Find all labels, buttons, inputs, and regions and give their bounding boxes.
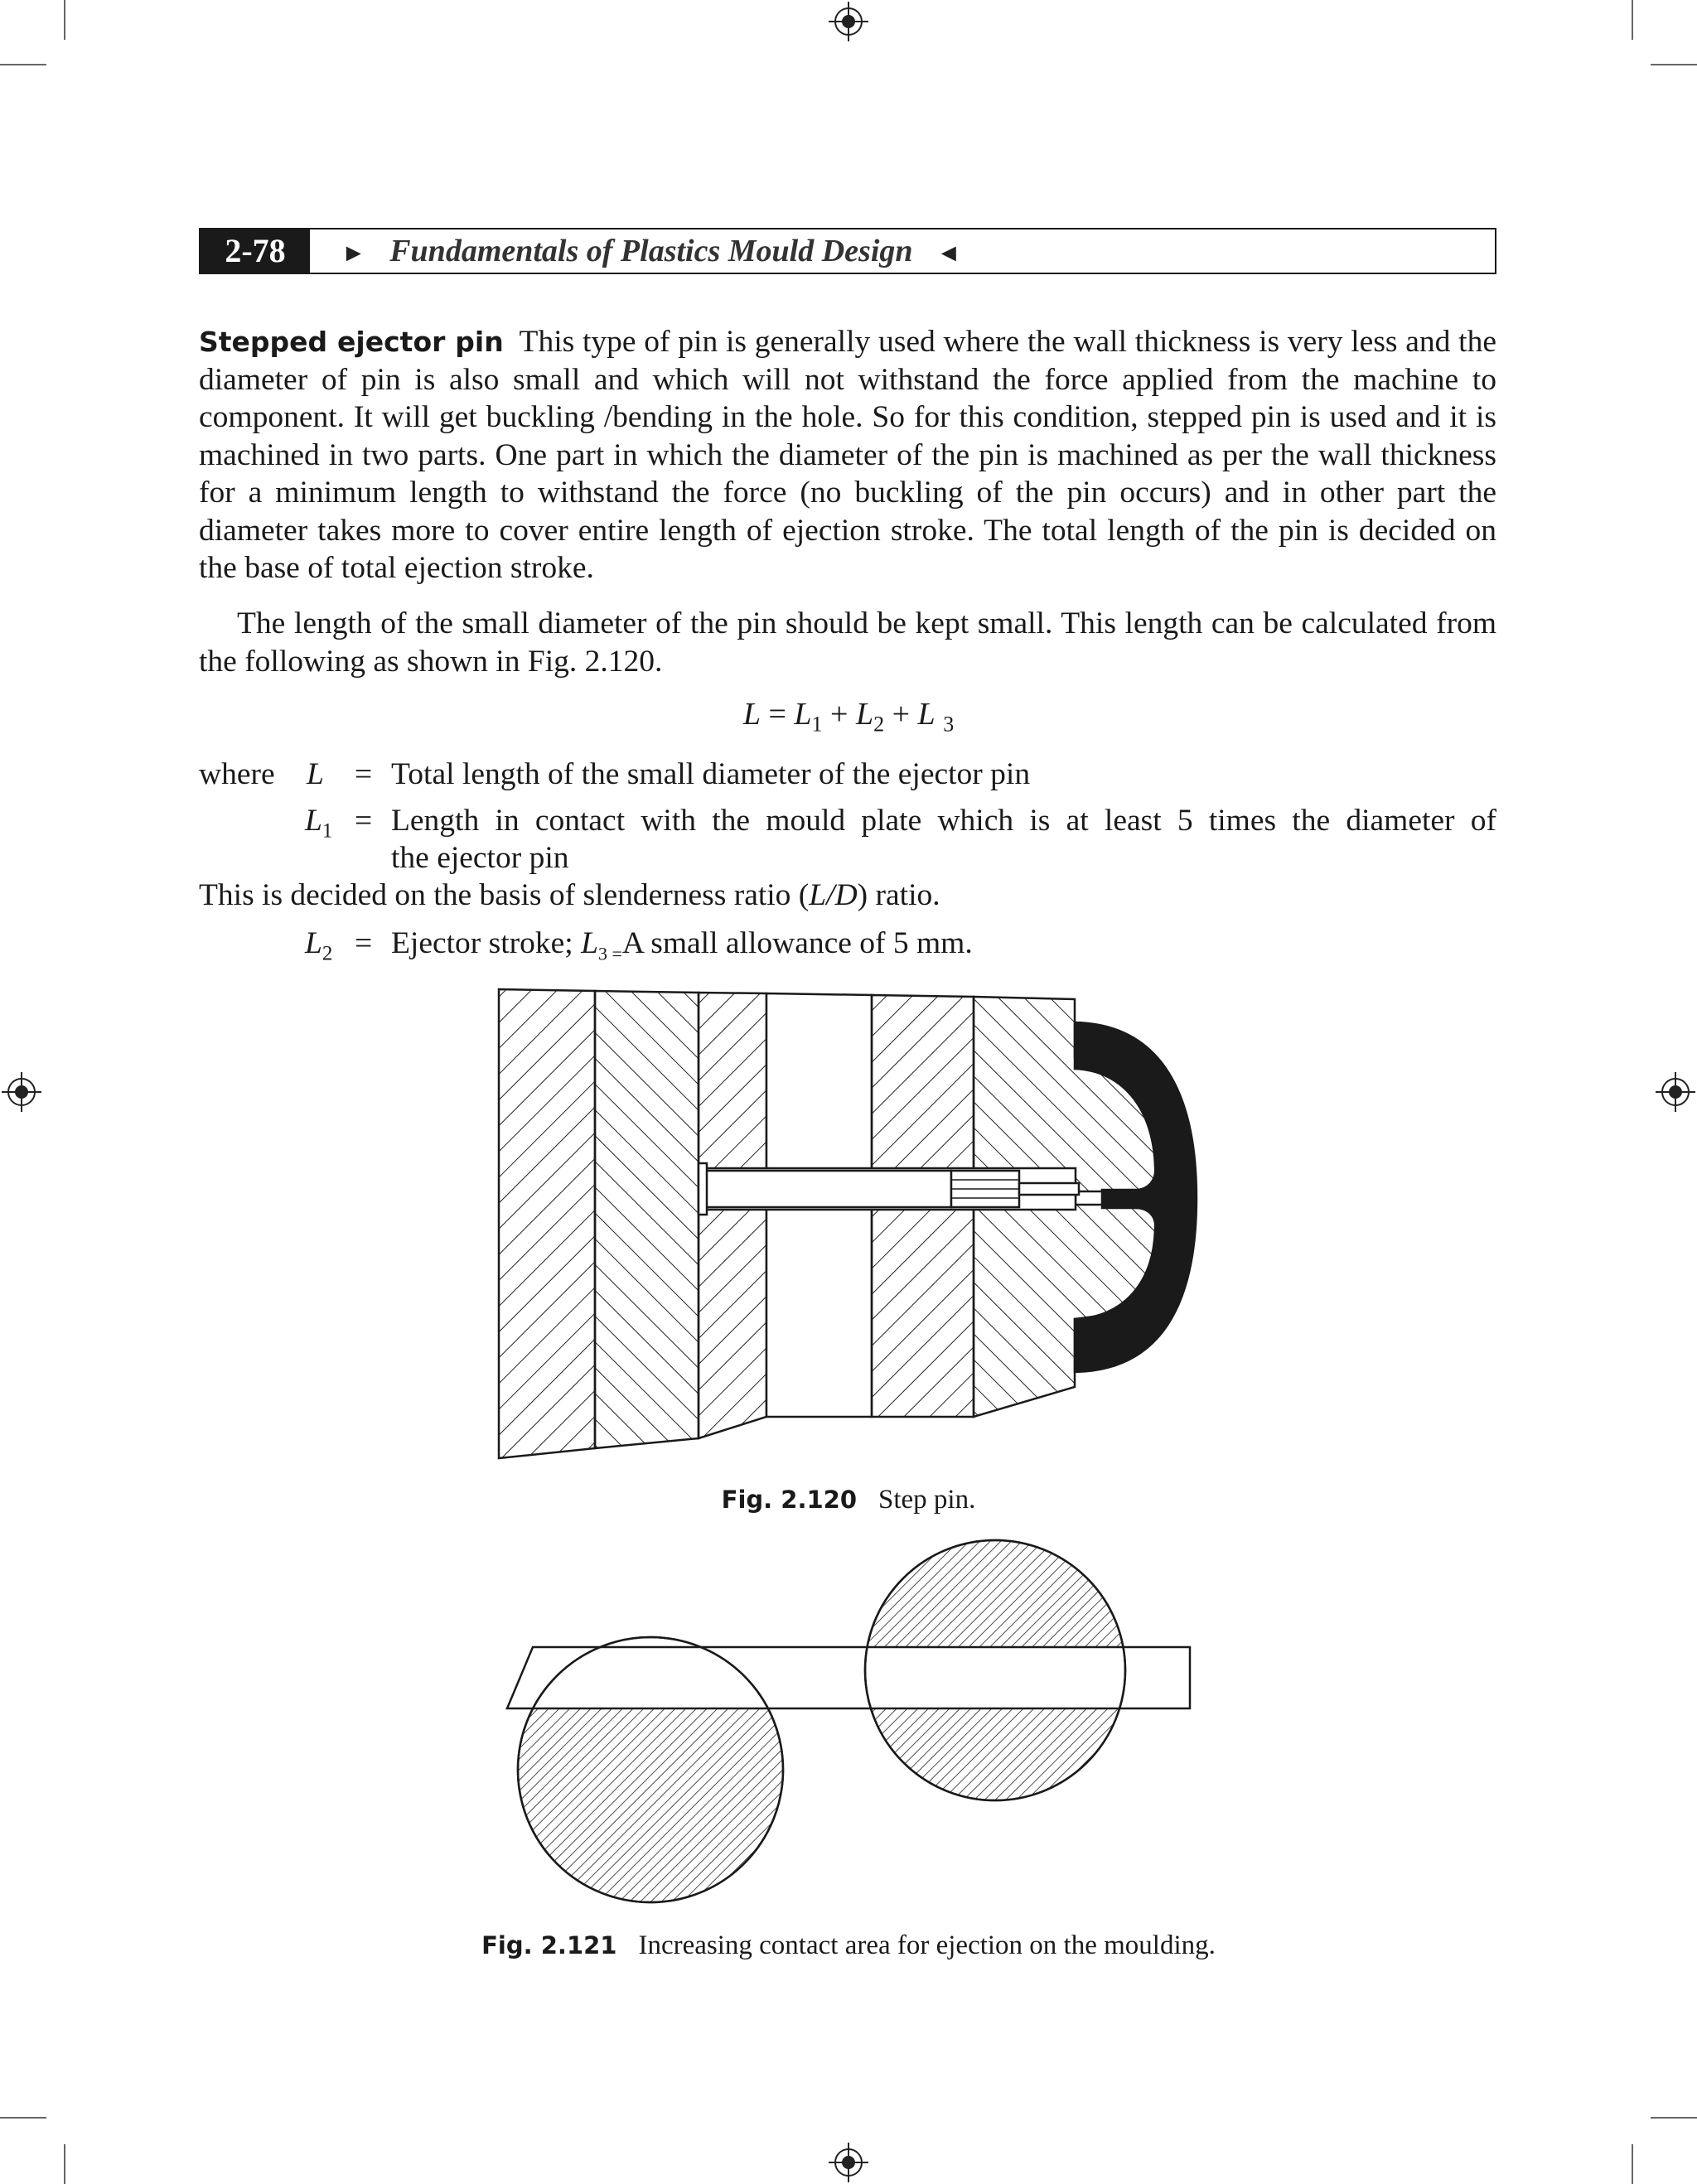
paragraph-1-text: This type of pin is generally used where the wall thickness is very less and the diameter of pin is also small and which will not withstand the force applied from the machine to component. It will get buckling /bending in the hole. So for this condition, stepped pin is used and it is machined in two parts. One part in which the diameter of the pin is machined as per the wall thickness for a minimum length to withstand the force (no buckling of the pin occurs) and in other part the diameter takes more to cover entire length of ejection stroke. The total length of the pin is decided on the base of total ejection stroke. (199, 325, 1496, 585)
figure-121-caption (0, 1930, 1697, 1961)
figure-120-caption (0, 1485, 1697, 1515)
figure-121-label: Fig. 2.121 (481, 1931, 617, 1959)
equals-sign: = (355, 804, 373, 838)
figure-120-label: Fig. 2.120 (721, 1486, 857, 1514)
registration-mark-top (829, 2, 868, 41)
equals-sign: = (355, 926, 373, 960)
right-triangle-icon: ► (341, 239, 366, 267)
definition-L1-line2: the ejector pin (391, 841, 569, 875)
definition-L: Total length of the small diameter of the ejector pin (391, 757, 1031, 791)
registration-mark-right (1656, 1072, 1695, 1112)
page-number: 2-78 (201, 230, 310, 273)
equals-sign: = (355, 757, 373, 791)
symbol-L: L (307, 757, 324, 791)
definition-L1-line1: Length in contact with the mould plate which is at least 5 times the diameter of (391, 804, 1496, 838)
figure-121-text: Increasing contact area for ejection on the moulding. (638, 1930, 1216, 1960)
running-header (199, 228, 1496, 274)
figure-120-text: Step pin. (878, 1485, 976, 1515)
runin-heading: Stepped ejector pin (199, 326, 504, 358)
book-title: Fundamentals of Plastics Mould Design (389, 234, 913, 268)
left-triangle-icon: ◄ (936, 239, 961, 267)
slenderness-note: This is decided on the basis of slenderness ratio (L/D) ratio. (199, 878, 940, 912)
symbol-L2: $L_2$ (305, 926, 333, 965)
equation: $L = L_1 + L_2 + L$ $_3$ (742, 697, 955, 737)
paragraph-2: The length of the small diameter of the pin should be kept small. This length can be calculated from the following as shown in Fig. 2.120. (199, 606, 1496, 679)
registration-mark-bottom (829, 2143, 868, 2182)
symbol-L1: $L_1$ (305, 804, 333, 843)
where-label: where (199, 757, 275, 791)
paragraph-stepped-ejector-pin (199, 323, 1496, 587)
registration-mark-left (2, 1072, 41, 1112)
running-title (341, 230, 961, 273)
definition-L2-L3: Ejector stroke; $L_{3 =}A$ small allowance of 5 mm. (391, 926, 973, 964)
